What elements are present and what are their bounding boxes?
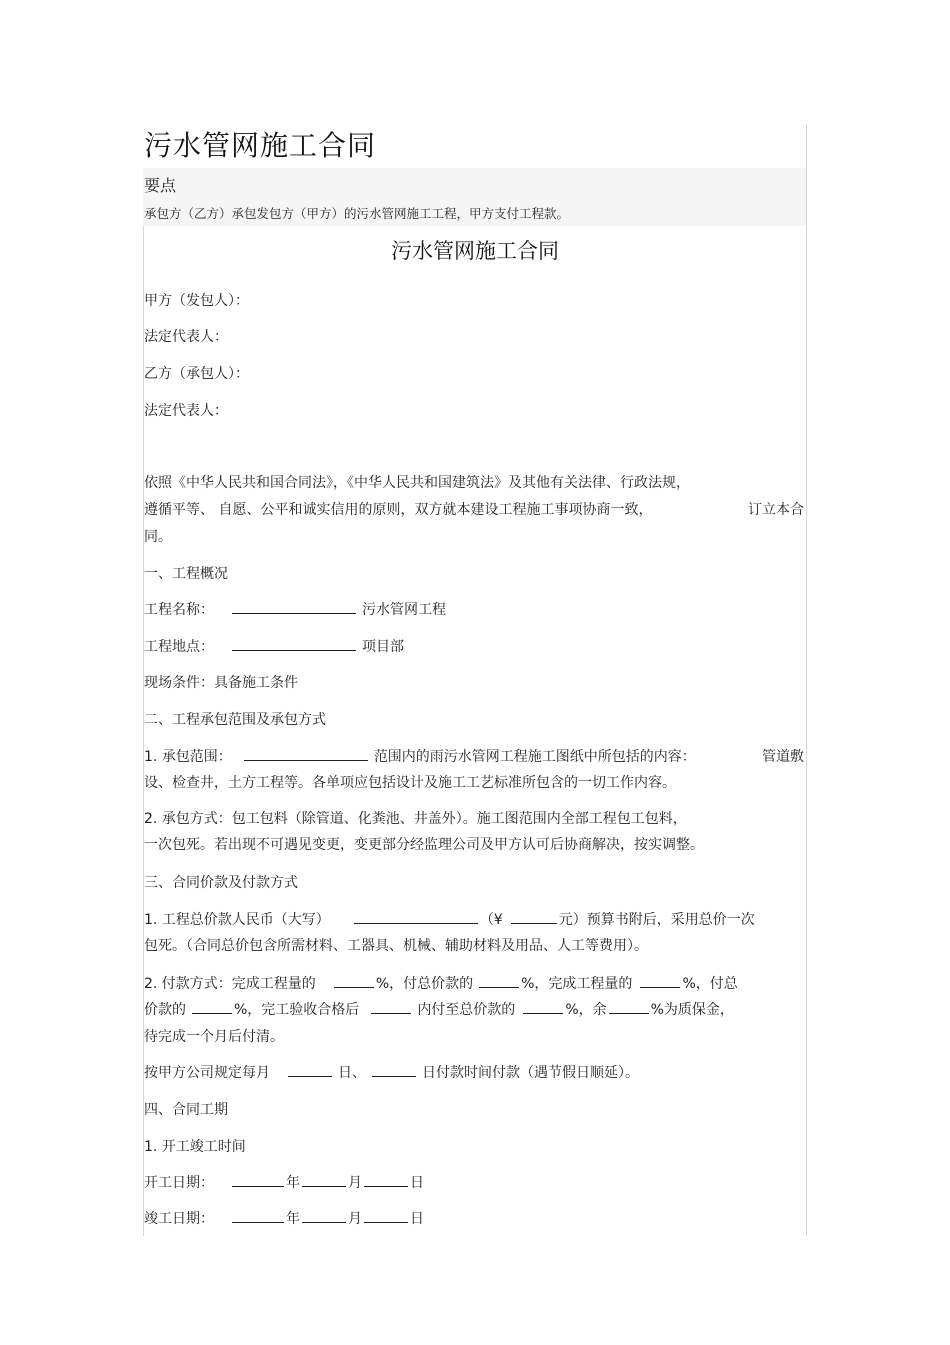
project-location-label: 工程地点： (144, 639, 214, 655)
start-end-time-heading: 1. 开工竣工时间 (144, 1139, 246, 1155)
summary-text: 承包方（乙方）承包发包方（甲方）的污水管网施工工程，甲方支付工程款。 (144, 206, 570, 221)
monthly-text-b: 日、 (338, 1065, 366, 1081)
end-date-label: 竣工日期： (144, 1211, 214, 1227)
end-day-unit: 日 (410, 1211, 424, 1227)
payment-row-3: 待完成一个月后付清。 (144, 1029, 284, 1045)
end-year-unit: 年 (286, 1211, 300, 1227)
section-3-heading: 三、合同价款及付款方式 (144, 875, 298, 891)
section-2-heading: 二、工程承包范围及承包方式 (144, 712, 326, 728)
preamble-line-2-text: 遵循平等、 自愿、公平和诚实信用的原则，双方就本建设工程施工事项协商一致， (144, 502, 653, 518)
monthly-blank-1[interactable] (288, 1062, 332, 1077)
payment-text-c: %，完成工程量的 (521, 976, 633, 992)
end-month-unit: 月 (348, 1211, 362, 1227)
payment-blank-1[interactable] (334, 973, 374, 988)
monthly-payment-row (144, 1062, 804, 1082)
start-year-blank[interactable] (232, 1172, 284, 1187)
monthly-text-c: 日付款时间付款（遇节假日顺延）。 (422, 1065, 639, 1081)
party-a-rep-label: 法定代表人： (144, 329, 228, 345)
scope-blank[interactable] (244, 746, 368, 761)
site-conditions: 现场条件：具备施工条件 (144, 675, 298, 691)
payment-label: 2. 付款方式：完成工程量的 (144, 976, 316, 992)
payment-blank-4[interactable] (192, 999, 232, 1014)
start-day-unit: 日 (410, 1175, 424, 1191)
party-b-label: 乙方（承包人）： (144, 366, 249, 382)
payment-blank-5[interactable] (371, 999, 411, 1014)
total-price-line-2: 包死。（合同总价包含所需材料、工器具、机械、辅助材料及用品、人工等费用）。 (144, 938, 648, 954)
party-a-label: 甲方（发包人）： (144, 293, 249, 309)
project-name-value: 污水管网工程 (362, 602, 446, 618)
scope-line-2: 设、检查井，土方工程等。各单项应包括设计及施工工艺标准所包含的一切工作内容。 (144, 775, 676, 791)
total-price-tail: 元）预算书附后，采用总价一次 (558, 912, 755, 928)
contract-method-line-1: 2. 承包方式：包工包料（除管道、化粪池、井盖外）。施工图范围内全部工程包工包料， (144, 811, 687, 827)
project-location-value: 项目部 (362, 639, 404, 655)
contract-method-line-2: 一次包死。若出现不可遇见变更，变更部分经监理公司及甲方认可后协商解决，按实调整。 (144, 837, 704, 853)
monthly-blank-2[interactable] (372, 1062, 416, 1077)
section-4-heading: 四、合同工期 (144, 1102, 228, 1118)
payment-row-2 (144, 999, 804, 1019)
end-day-blank[interactable] (364, 1208, 408, 1223)
start-date-row (144, 1172, 804, 1192)
payment-blank-6[interactable] (523, 999, 563, 1014)
total-price-uppercase-blank[interactable] (354, 909, 478, 924)
scope-text: 范围内的雨污水管网工程施工图纸中所包括的内容： (373, 749, 696, 765)
end-year-blank[interactable] (232, 1208, 284, 1223)
project-name-blank[interactable] (232, 599, 356, 614)
start-month-unit: 月 (348, 1175, 362, 1191)
project-location-row (144, 636, 804, 656)
preamble-line-1: 依照《中华人民共和国合同法》，《中华人民共和国建筑法》及其他有关法律、行政法规， (144, 475, 690, 491)
total-price-yen: （¥ (479, 912, 503, 928)
document-title: 污水管网施工合同 (144, 129, 377, 162)
party-b-rep-label: 法定代表人： (144, 403, 228, 419)
payment-blank-7[interactable] (609, 999, 649, 1014)
start-date-label: 开工日期： (144, 1175, 214, 1191)
scope-label: 1. 承包范围： (144, 749, 232, 765)
start-year-unit: 年 (286, 1175, 300, 1191)
preamble-line-2-end: 订立本合 (748, 502, 804, 518)
payment-text-g: 内付至总价款的 (417, 1002, 516, 1018)
start-day-blank[interactable] (364, 1172, 408, 1187)
total-price-label: 1. 工程总价款人民币（大写） (144, 912, 330, 928)
section-1-heading: 一、工程概况 (144, 566, 228, 582)
project-name-row (144, 599, 804, 619)
payment-blank-3[interactable] (640, 973, 680, 988)
total-price-amount-blank[interactable] (511, 909, 557, 924)
contract-title: 污水管网施工合同 (391, 239, 559, 263)
payment-text-e: 价款的 (144, 1002, 186, 1018)
project-location-blank[interactable] (232, 636, 356, 651)
payment-text-f: %，完工验收合格后 (234, 1002, 360, 1018)
end-date-row (144, 1208, 804, 1228)
total-price-row (144, 909, 804, 929)
payment-text-d: %，付总 (682, 976, 738, 992)
payment-row-1 (144, 973, 804, 993)
preamble-line-2 (144, 499, 804, 519)
start-month-blank[interactable] (302, 1172, 346, 1187)
page-frame-right (806, 124, 807, 1236)
payment-text-b: %，付总价款的 (375, 976, 474, 992)
end-month-blank[interactable] (302, 1208, 346, 1223)
payment-blank-2[interactable] (479, 973, 519, 988)
scope-row (144, 746, 804, 766)
preamble-line-3: 同。 (144, 529, 172, 545)
project-name-label: 工程名称： (144, 602, 214, 618)
summary-heading: 要点 (144, 176, 177, 195)
monthly-text-a: 按甲方公司规定每月 (144, 1065, 270, 1081)
payment-text-i: %为质保金， (650, 1002, 734, 1018)
scope-text-end: 管道敷 (762, 749, 804, 765)
payment-text-h: %，余 (565, 1002, 607, 1018)
